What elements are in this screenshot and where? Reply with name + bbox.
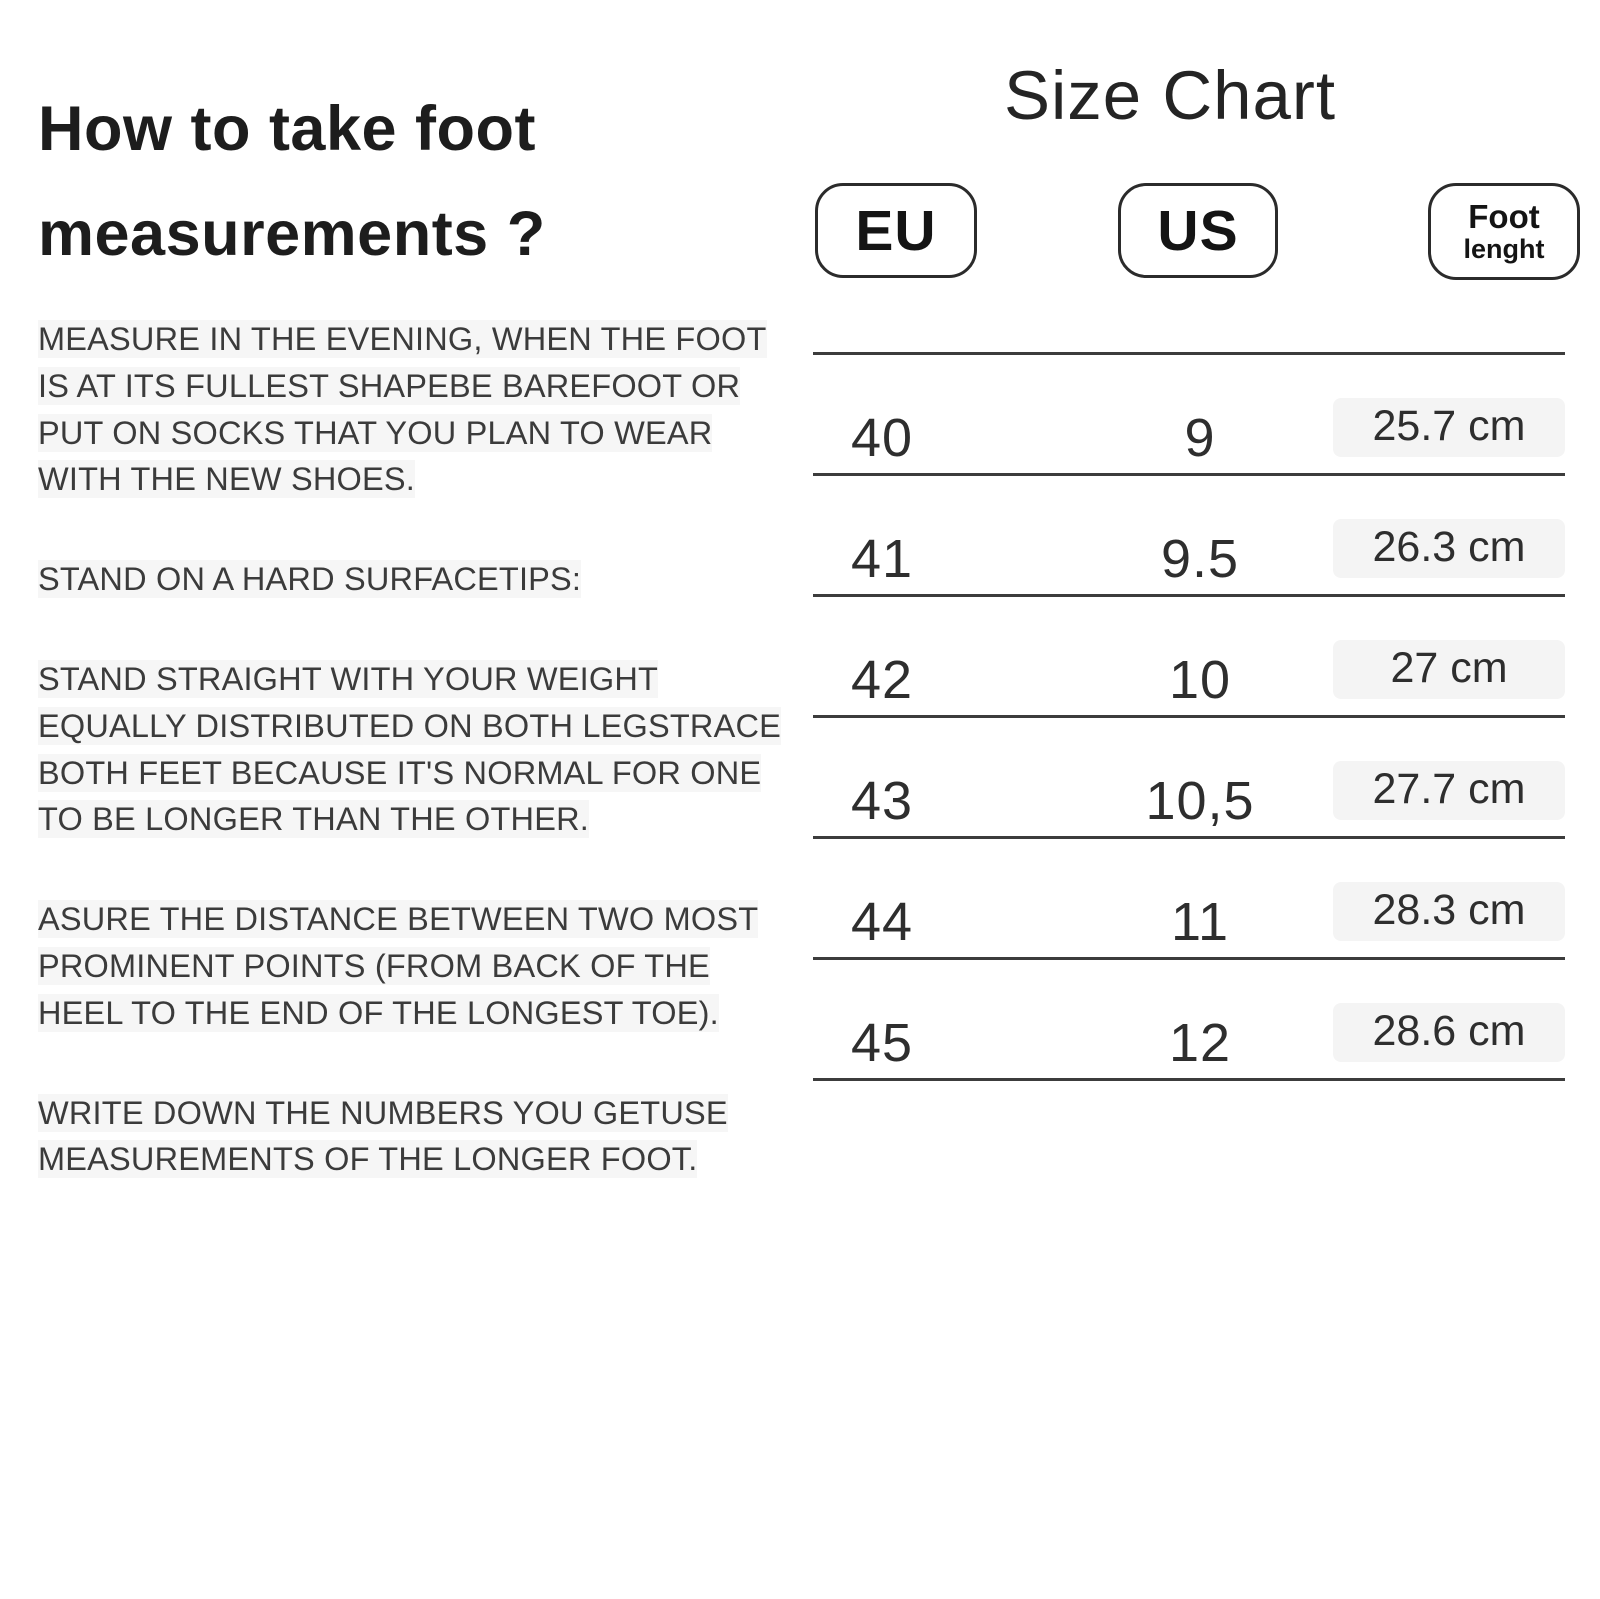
us-size-cell: 12 xyxy=(1168,1013,1232,1073)
instructions-panel xyxy=(38,94,794,1236)
page-title-line-2: measurements ? xyxy=(38,199,546,269)
table-row xyxy=(813,839,1565,960)
eu-size-cell: 44 xyxy=(851,892,914,952)
foot-length-cell: 25.7 cm xyxy=(1333,398,1565,457)
column-header-us xyxy=(1118,183,1278,278)
instruction-paragraph xyxy=(38,656,794,843)
instruction-paragraph xyxy=(38,896,794,1036)
eu-size-cell: 45 xyxy=(851,1013,914,1073)
table-row xyxy=(813,597,1565,718)
size-chart-title: Size Chart xyxy=(1003,57,1337,134)
page-title xyxy=(38,94,794,269)
us-size-cell: 11 xyxy=(1170,892,1230,952)
instruction-text: MEASURE IN THE EVENING, WHEN THE FOOT IS AT ITS FULLEST SHAPEBE BAREFOOT OR PUT ON SOCKS THAT YOU PLAN TO WEAR WITH THE NEW SHOES. xyxy=(38,321,767,498)
instructions-list xyxy=(38,316,794,1183)
foot-length-cell: 27.7 cm xyxy=(1333,761,1565,820)
foot-length-cell: 28.3 cm xyxy=(1333,882,1565,941)
table-row xyxy=(813,355,1565,476)
instruction-paragraph xyxy=(38,556,794,603)
table-row xyxy=(813,476,1565,597)
column-header-eu xyxy=(815,183,977,278)
instruction-text: STAND ON A HARD SURFACETIPS: xyxy=(38,561,582,598)
table-row xyxy=(813,718,1565,839)
size-table-body xyxy=(813,355,1565,1081)
instruction-text: WRITE DOWN THE NUMBERS YOU GETUSE MEASUREMENTS OF THE LONGER FOOT. xyxy=(38,1094,728,1178)
column-header-foot-length xyxy=(1428,183,1580,280)
eu-size-cell: 43 xyxy=(851,771,914,831)
instruction-paragraph xyxy=(38,316,794,503)
instruction-text: ASURE THE DISTANCE BETWEEN TWO MOST PROMINENT POINTS (FROM BACK OF THE HEEL TO THE END OF THE LONGEST TOE). xyxy=(38,901,759,1031)
us-size-cell: 9.5 xyxy=(1160,529,1240,589)
us-size-cell: 10,5 xyxy=(1145,771,1255,831)
eu-size-cell: 41 xyxy=(851,529,914,589)
foot-length-header-line-1: Foot xyxy=(1468,198,1540,235)
foot-length-cell: 26.3 cm xyxy=(1333,519,1565,578)
us-header-label: US xyxy=(1157,198,1239,263)
page-title-line-1: How to take foot xyxy=(38,94,536,164)
us-size-cell: 10 xyxy=(1168,650,1232,710)
us-size-cell: 9 xyxy=(1184,408,1216,468)
instruction-text: STAND STRAIGHT WITH YOUR WEIGHT EQUALLY DISTRIBUTED ON BOTH LEGSTRACE BOTH FEET BECAUSE IT'S NORMAL FOR ONE TO BE LONGER THAN THE OTHER. xyxy=(38,660,782,838)
foot-length-cell: 28.6 cm xyxy=(1333,1003,1565,1062)
size-table xyxy=(813,352,1565,1081)
eu-size-cell: 42 xyxy=(851,650,914,710)
foot-length-header-line-2: lenght xyxy=(1463,233,1545,264)
eu-size-cell: 40 xyxy=(851,408,914,468)
table-row xyxy=(813,960,1565,1081)
eu-header-label: EU xyxy=(855,198,937,263)
instruction-paragraph xyxy=(38,1090,794,1184)
foot-length-cell: 27 cm xyxy=(1333,640,1565,699)
